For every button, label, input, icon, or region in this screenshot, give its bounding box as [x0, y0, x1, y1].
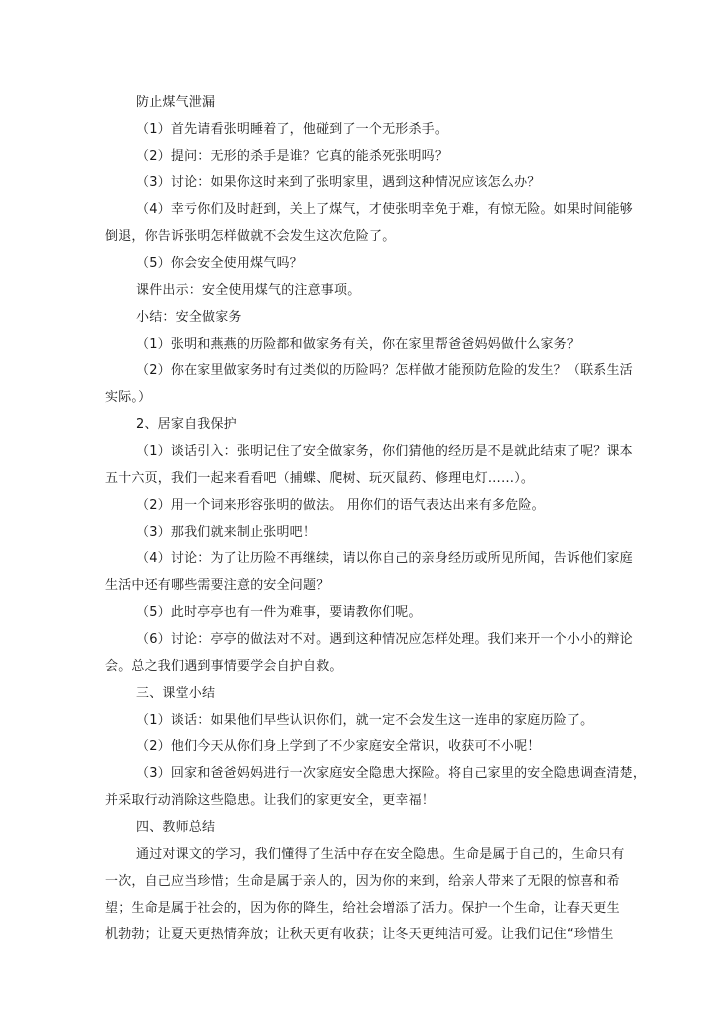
text-line: （2）用一个词来形容张明的做法。 用你们的语气表达出来有多危险。: [136, 498, 545, 513]
text-line: （4）幸亏你们及时赶到，关上了煤气，才使张明幸免于难，有惊无险。如果时间能够: [136, 202, 633, 217]
text-line: 小结：安全做家务: [136, 310, 242, 325]
text-line: 课件出示：安全使用煤气的注意事项。: [136, 283, 361, 298]
text-line: 三、课堂小结: [136, 686, 216, 701]
text-line: 倒退，你告诉张明怎样做就不会发生这次危险了。: [105, 229, 396, 244]
text-line: 四、教师总结: [136, 820, 216, 835]
text-line: 一次，自己应当珍惜；生命是属于亲人的，因为你的来到，给亲人带来了无限的惊喜和希: [105, 874, 620, 889]
text-line: 通过对课文的学习，我们懂得了生活中存在安全隐患。生命是属于自己的，生命只有: [136, 847, 625, 862]
text-line: 并采取行动消除这些隐患。让我们的家更安全，更幸福！: [105, 793, 436, 808]
text-line: （1）谈话引入：张明记住了安全做家务，你们猜他的经历是不是就此结束了呢？课本: [136, 444, 633, 459]
text-line: （3）讨论：如果你这时来到了张明家里，遇到这种情况应该怎么办？: [136, 175, 541, 190]
text-line: 防止煤气泄漏: [136, 95, 216, 110]
text-line: 望；生命是属于社会的，因为你的降生，给社会增添了活力。保护一个生命，让春天更生: [105, 901, 620, 916]
text-line: （1）首先请看张明睡着了，他碰到了一个无形杀手。: [136, 122, 449, 137]
text-line: （5）此时亭亭也有一件为难事，要请教你们呢。: [136, 605, 422, 620]
text-line: （2）提问：无形的杀手是谁？它真的能杀死张明吗？: [136, 149, 449, 164]
text-line: 机勃勃；让夏天更热情奔放；让秋天更有收获；让冬天更纯洁可爱。让我们记住“珍惜生: [105, 927, 614, 942]
text-line: 2、居家自我保护: [136, 417, 237, 432]
text-line: 实际。）: [105, 390, 152, 405]
text-line: 生活中还有哪些需要注意的安全问题？: [105, 578, 330, 593]
text-line: 五十六页，我们一起来看看吧（捕蝶、爬树、玩灭鼠药、修理电灯……）。: [105, 471, 535, 486]
text-line: （2）你在家里做家务时有过类似的历险吗？怎样做才能预防危险的发生？（联系生活: [136, 363, 633, 378]
text-line: （6）讨论：亭亭的做法对不对。遇到这种情况应怎样处理。我们来开一个小小的辩论: [136, 632, 633, 647]
text-line: （5）你会安全使用煤气吗？: [136, 256, 303, 271]
text-line: （1）张明和燕燕的历险都和做家务有关，你在家里帮爸爸妈妈做什么家务？: [136, 337, 581, 352]
text-line: （1）谈话：如果他们早些认识你们，就一定不会发生这一连串的家庭历险了。: [136, 713, 594, 728]
text-line: （4）讨论：为了让历险不再继续，请以你自己的亲身经历或所见所闻，告诉他们家庭: [136, 551, 633, 566]
text-line: （3）那我们就来制止张明吧！: [136, 525, 317, 540]
text-line: （3）回家和爸爸妈妈进行一次家庭安全隐患大探险。将自己家里的安全隐患调查清楚，: [136, 766, 647, 781]
text-line: （2）他们今天从你们身上学到了不少家庭安全常识，收获可不小呢！: [136, 739, 541, 754]
text-line: 会。总之我们遇到事情要学会自护自救。: [105, 659, 343, 674]
